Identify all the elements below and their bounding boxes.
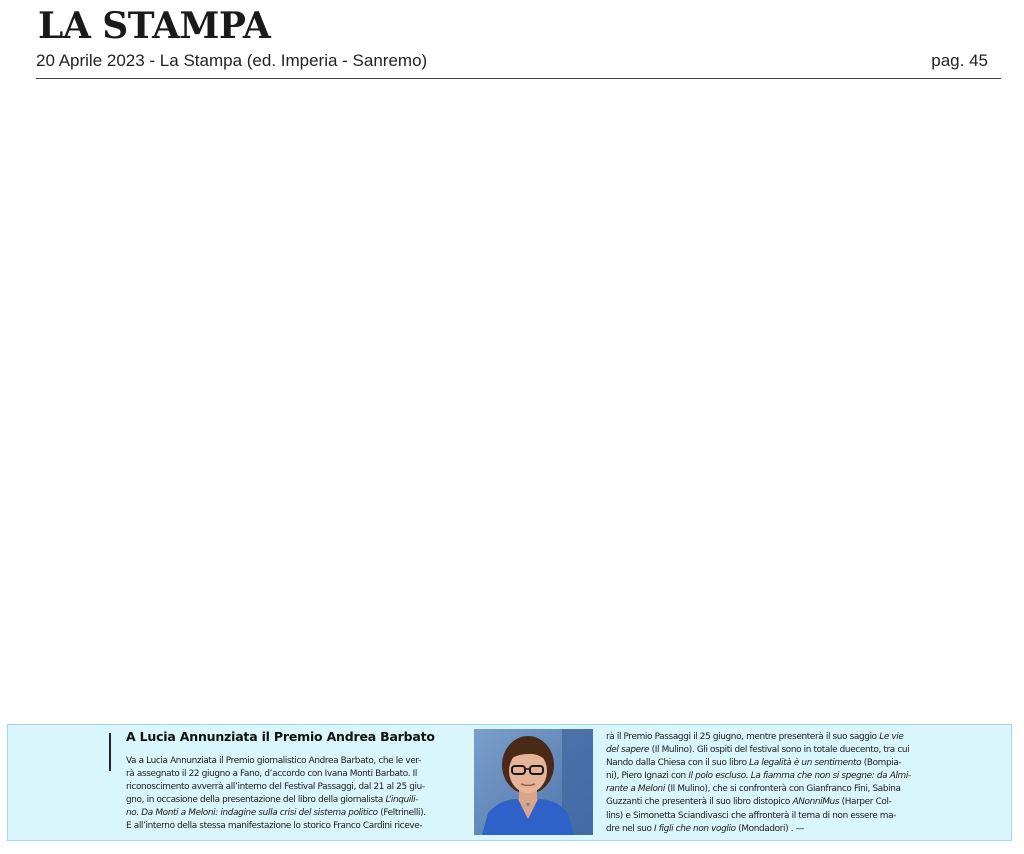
book-title-text: Il polo escluso. La fiamma che non si spegne: da Almi- (688, 771, 911, 782)
body-text: (Mondadori) . — (735, 823, 805, 834)
body-text: rà assegnato il 22 giugno a Fano, d’accordo con Ivana Monti Barbato. Il (126, 769, 418, 780)
article-clipping (7, 724, 1012, 841)
edition-line: 20 Aprile 2023 - La Stampa (ed. Imperia - Sanremo) (36, 51, 428, 70)
book-title-text: del sapere (606, 745, 650, 756)
body-text: Guzzanti che presenterà il suo libro distopico (606, 797, 793, 808)
masthead: LA STAMPA (38, 5, 271, 47)
article-text-line (126, 807, 471, 820)
article-text-line (126, 794, 471, 807)
article-text-line (606, 757, 951, 770)
body-text: riconoscimento avverrà all’interno del Festival Passaggi, dal 21 al 25 giu- (126, 782, 425, 793)
book-title-text: I figli che non voglio (654, 823, 736, 834)
article-text-line (606, 783, 951, 796)
page-number: pag. 45 (931, 51, 988, 70)
headline-bar (109, 733, 111, 771)
body-text: rà il Premio Passaggi il 25 giugno, mentre presenterà il suo saggio (606, 732, 880, 742)
article-text-line (606, 731, 951, 744)
article-text-line (126, 820, 471, 833)
body-text: lins) e Simonetta Sciandivasci che affronterà il tema di non essere ma- (606, 810, 897, 821)
body-text: (Bompia- (861, 758, 902, 769)
body-text: (Il Mulino). Gli ospiti del festival sono in totale duecento, tra cui (649, 745, 910, 756)
article-column-2 (606, 731, 951, 836)
book-title-text: Le vie (879, 732, 904, 742)
article-text-line (606, 810, 951, 823)
article-text-line (126, 755, 471, 768)
body-text: gno, in occasione della presentazione del libro della giornalista (126, 795, 386, 806)
body-text: Va a Lucia Annunziata il Premio giornalistico Andrea Barbato, che le ver- (126, 756, 422, 766)
body-text: Nando dalla Chiesa con il suo libro (606, 758, 750, 769)
book-title-text: rante a Meloni (606, 784, 665, 795)
article-text-line (126, 781, 471, 794)
body-text: (Harper Col- (839, 797, 892, 808)
article-text-line (606, 744, 951, 757)
portrait-photo (474, 729, 593, 835)
book-title-text: ANonniMus (792, 797, 840, 808)
book-title-text: L’inquili- (385, 795, 419, 806)
body-text: E all’interno della stessa manifestazione lo storico Franco Cardini riceve- (126, 821, 423, 832)
article-text-line (606, 823, 951, 836)
article-text-line (606, 796, 951, 809)
article-text-line (606, 770, 951, 783)
body-text: (Feltrinelli). (377, 808, 426, 819)
article-headline: A Lucia Annunziata il Premio Andrea Barbato (126, 729, 435, 744)
article-column-1 (126, 755, 471, 834)
body-text: dre nel suo (606, 823, 655, 834)
portrait-photo-image (474, 729, 593, 835)
book-title-text: no. Da Monti a Meloni: indagine sulla crisi del sistema politico (126, 808, 378, 819)
article-text-line (126, 768, 471, 781)
body-text: ni), Piero Ignazi con (606, 771, 689, 782)
body-text: (Il Mulino), che si confronterà con Gianfranco Fini, Sabina (664, 784, 901, 795)
book-title-text: La legalità è un sentimento (749, 758, 862, 769)
header-rule (36, 78, 1001, 79)
